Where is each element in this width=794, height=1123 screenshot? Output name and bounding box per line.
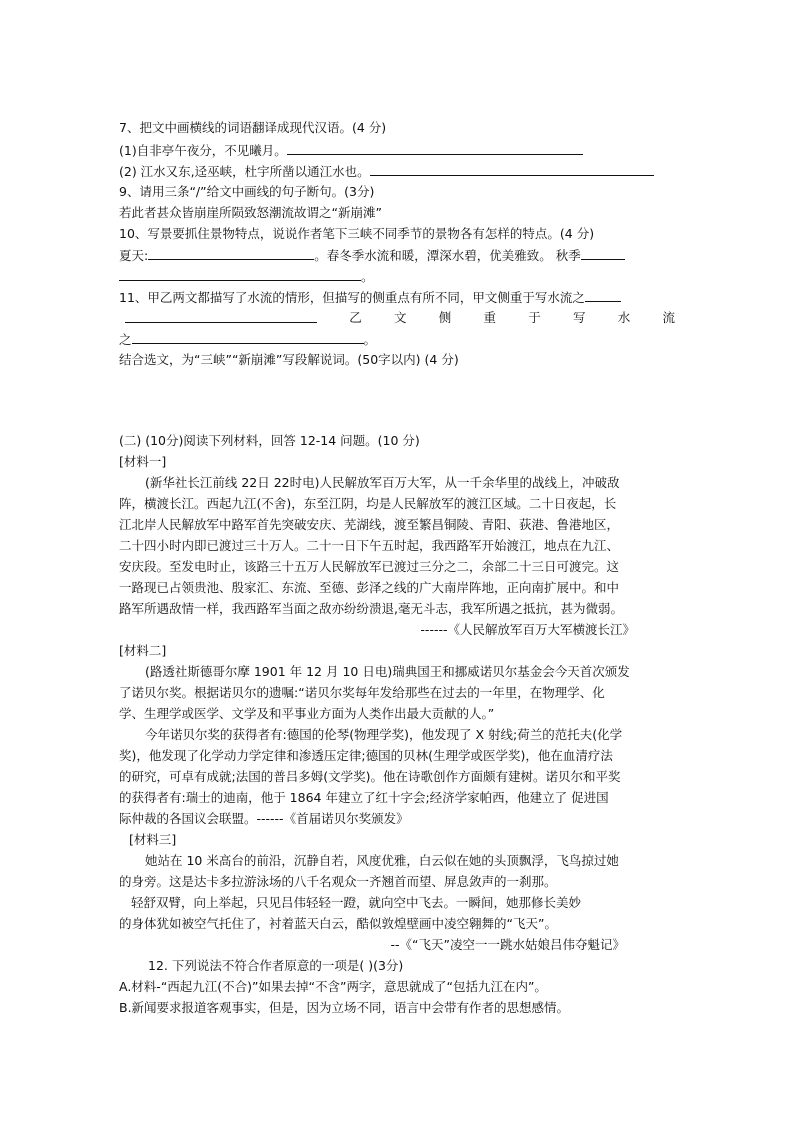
q10-line1 xyxy=(119,247,675,264)
material2-line: (路透社斯德哥尔摩 1901 年 12 月 10 日电)瑞典国王和挪威诺贝尔基金会今天首次颁发 xyxy=(145,664,630,679)
material1-label: [材料一] xyxy=(119,454,167,469)
q9-sentence: 若此者甚众皆崩崖所陨致怒潮流故谓之“新崩滩” xyxy=(119,205,382,220)
q11-zhi: 之 xyxy=(119,332,132,347)
q11-char: 水 xyxy=(617,310,631,325)
q12-option-a: A.材料-“西起九江(不合)”如果去掉“不含”两字，意思就成了“包括九江在内”。 xyxy=(119,979,547,994)
q11-char: 重 xyxy=(483,310,496,325)
answer-blank[interactable] xyxy=(370,163,654,176)
material1-line: 路军所遇敌情一样，我西路军当面之敌亦纷纷溃退,毫无斗志，我军所遇之抵抗，甚为微弱。 xyxy=(119,601,623,616)
material3-line: 的身旁。这是达卡多拉游泳场的八千名观众一齐翘首而望、屏息敛声的一刹那。 xyxy=(119,874,557,889)
q11-title-text: 11、甲乙两文都描写了水流的情形，但描写的侧重点有所不同，甲文侧重于写水流之 xyxy=(119,290,585,305)
material1-line: 安庆段。至发电时止，该路三十五万人民解放军已渡过三分之二，余部二十三日可渡完。这 xyxy=(119,559,620,574)
q7-line1 xyxy=(119,142,675,159)
q10-summer-label: 夏天: xyxy=(119,248,149,263)
q11-end: 。 xyxy=(363,332,377,347)
material3-label: [材料三] xyxy=(129,832,177,847)
q10-line2 xyxy=(119,268,675,285)
answer-blank[interactable] xyxy=(585,289,621,302)
material2-line: 际仲裁的各国议会联盟。------《首届诺贝尔奖颁发》 xyxy=(119,811,409,826)
answer-blank[interactable] xyxy=(132,331,364,344)
material1-line: (新华社长江前线 22日 22时电)人民解放军百万大军，从一千余华里的战线上，冲破敌 xyxy=(145,475,620,490)
material2-line: 的获得者有:瑞士的迪南，他于 1864 年建立了红十字会;经济学家帕西，他建立了 促进国 xyxy=(119,790,609,805)
material2-line: 奖)，他发现了化学动力学定律和渗透压定律;德国的贝林(生理学或医学奖)，他在血清疗法 xyxy=(119,748,613,763)
material1-source: ------《人民解放军百万大军横渡长江》 xyxy=(420,622,635,637)
material2-line: 今年诺贝尔奖的获得者有:德国的伦琴(物理学奖)，他发现了 X 射线;荷兰的范托夫(化学 xyxy=(145,727,623,742)
q12-title: 12. 下列说法不符合作者原意的一项是( )(3分) xyxy=(148,958,404,973)
material3-line: 的身体犹如被空气托住了，衬着蓝天白云，酷似敦煌壁画中凌空翱舞的“飞天”。 xyxy=(119,916,557,931)
q11-char: 侧 xyxy=(438,310,452,325)
material2-line: 了诺贝尔奖。根据诺贝尔的遗嘱:“诺贝尔奖每年发给那些在过去的一年里，在物理学、化 xyxy=(119,685,605,700)
material1-line: 阵，横渡长江。西起九江(不舍)，东至江阴，均是人民解放军的渡江区域。二十日夜起，长 xyxy=(119,496,617,511)
q10-spring-text: 。春冬季水流和暖，潭深水碧，优美雅致。 秋季 xyxy=(314,248,581,263)
material3-line: 轻舒双臂，向上举起，只见吕伟轻轻一蹬，就向空中飞去。一瞬间，她那修长美妙 xyxy=(131,895,582,910)
material3-source: --《“飞天”凌空一一跳水姑娘吕伟夺魁记》 xyxy=(390,937,625,952)
q11-extra: 结合选文，为“三峡”“新崩滩”写段解说词。(50字以内) (4 分) xyxy=(119,352,459,367)
answer-blank[interactable] xyxy=(125,310,317,323)
q11-char: 写 xyxy=(572,310,586,325)
material3-line: 她站在 10 米高台的前沿，沉静自若，风度优雅，白云似在她的头顶飘浮，飞鸟掠过她 xyxy=(145,853,619,868)
section2-title: (二) (10分)阅读下列材料，回答 12-14 问题。(10 分) xyxy=(119,433,420,448)
answer-blank[interactable] xyxy=(119,268,361,281)
q11-line2 xyxy=(119,310,675,326)
q7-line2-text: (2) 江水又东,迳巫峡，杜宇所凿以通江水也。 xyxy=(119,164,370,179)
material1-line: 二十四小时内即已渡过三十万人。二十一日下午五时起，我西路军开始渡江，地点在九江、 xyxy=(119,538,620,553)
material2-label: [材料二] xyxy=(119,643,167,658)
q11-char: 于 xyxy=(528,310,541,325)
q11-line3 xyxy=(119,331,675,348)
material2-line: 的研究，可卓有成就;法国的普吕多姆(文学奖)。他在诗歌创作方面颇有建树。诺贝尔和平奖 xyxy=(119,769,621,784)
q7-title: 7、把文中画横线的词语翻译成现代汉语。(4 分) xyxy=(119,120,387,135)
material1-line: 一路现已占领贵池、殷家汇、东流、至德、彭泽之线的广大南岸阵地，正向南扩展中。和中 xyxy=(119,580,620,595)
q7-line1-text: (1)自非亭午夜分，不见曦月。 xyxy=(119,143,287,158)
q11-char: 文 xyxy=(393,310,407,325)
material2-line: 学、生理学或医学、文学及和平事业方面为人类作出最大贡献的人。” xyxy=(119,706,495,721)
answer-blank[interactable] xyxy=(581,247,625,260)
answer-blank[interactable] xyxy=(287,142,583,155)
material1-line: 江北岸人民解放军中路军首先突破安庆、芜湖线，渡至繁昌铜陵、青阳、荻港、鲁港地区， xyxy=(119,517,620,532)
q11-char: 乙 xyxy=(349,310,362,325)
q12-option-b: B.新闻要求报道客观事实，但是，因为立场不同，语言中会带有作者的思想感情。 xyxy=(119,1000,570,1015)
q10-title: 10、写景要抓住景物特点，说说作者笔下三峡不同季节的景物各有怎样的特点。(4 分) xyxy=(119,226,595,241)
answer-blank[interactable] xyxy=(148,247,314,260)
q9-title: 9、请用三条“/”给文中画线的句子断句。(3分) xyxy=(119,184,375,199)
q10-end: 。 xyxy=(361,269,374,284)
q11-char: 流 xyxy=(662,310,675,325)
q7-line2 xyxy=(119,163,675,180)
q11-title xyxy=(119,289,675,306)
